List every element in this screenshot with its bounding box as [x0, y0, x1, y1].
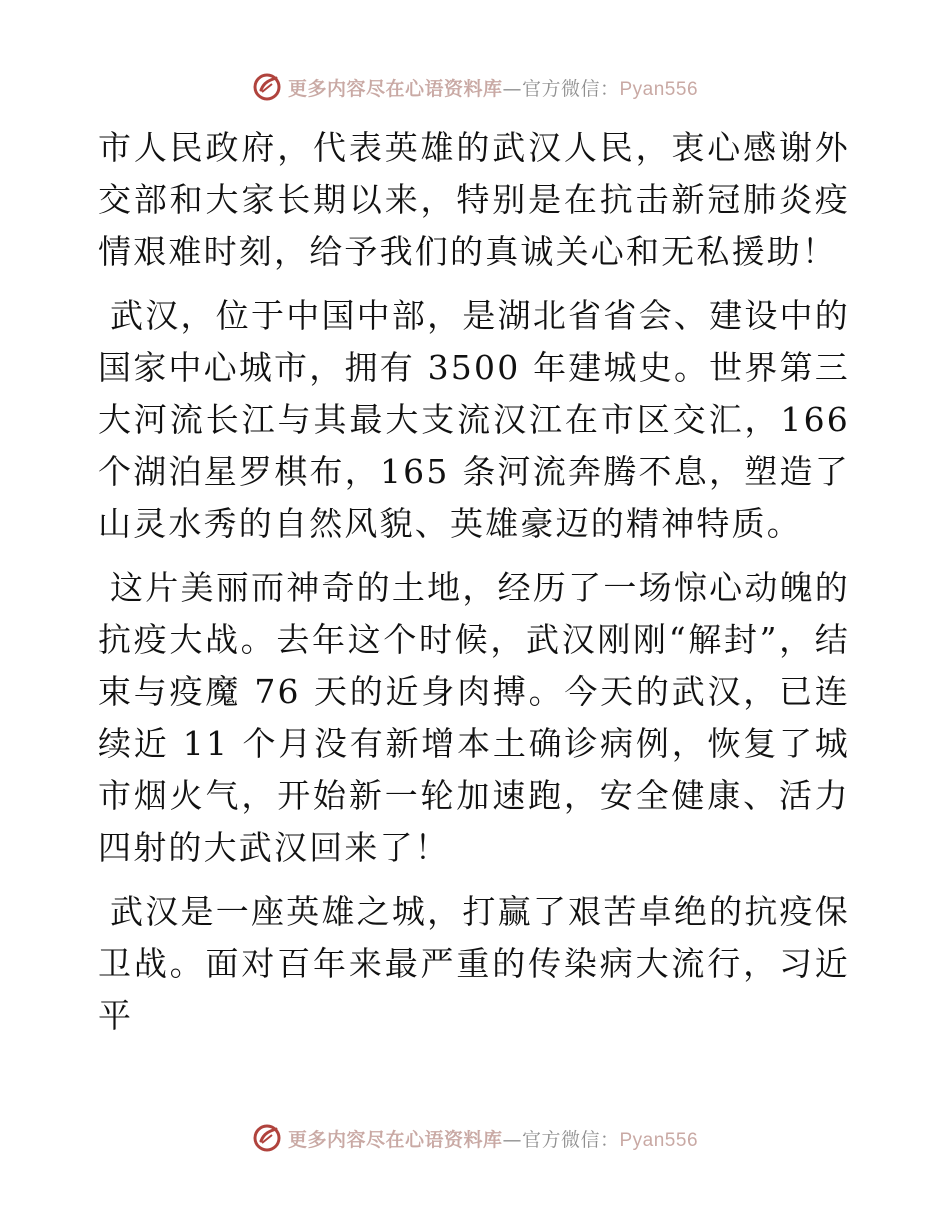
watermark-logo-icon	[252, 1123, 282, 1153]
watermark-logo-icon	[252, 72, 282, 102]
paragraph-4: 武汉是一座英雄之城，打赢了艰苦卓绝的抗疫保卫战。面对百年来最严重的传染病大流行，习近平	[98, 892, 850, 1035]
document-body	[98, 122, 850, 1054]
paragraph-3: 这片美丽而神奇的土地，经历了一场惊心动魄的抗疫大战。去年这个时候，武汉刚刚“解封”，结束与疫魔 76 天的近身肉搏。今天的武汉，已连续近 11 个月没有新增本土确诊病例，恢复了城市烟火气，开始新一轮加速跑，安全健康、活力四射的大武汉回来了！	[98, 568, 850, 867]
watermark-separator: —	[502, 1128, 522, 1151]
footer-watermark	[0, 1123, 950, 1153]
watermark-label: 官方微信：	[521, 77, 620, 100]
paragraph-2: 武汉，位于中国中部，是湖北省省会、建设中的国家中心城市，拥有 3500 年建城史。世界第三大河流长江与其最大支流汉江在市区交汇，166 个湖泊星罗棋布，165 条河流奔腾不息，塑造了山灵水秀的自然风貌、英雄豪迈的精神特质。	[98, 296, 850, 543]
watermark-id: Pyan556	[619, 1129, 699, 1151]
watermark-brand: 更多内容尽在心语资料库	[287, 77, 503, 100]
watermark-separator: —	[502, 77, 522, 100]
watermark-brand: 更多内容尽在心语资料库	[287, 1128, 503, 1151]
header-watermark	[0, 72, 950, 102]
paragraph-1: 市人民政府，代表英雄的武汉人民，衷心感谢外交部和大家长期以来，特别是在抗击新冠肺炎疫情艰难时刻，给予我们的真诚关心和无私援助！	[98, 128, 850, 271]
watermark-label: 官方微信：	[521, 1128, 620, 1151]
watermark-id: Pyan556	[619, 78, 699, 100]
